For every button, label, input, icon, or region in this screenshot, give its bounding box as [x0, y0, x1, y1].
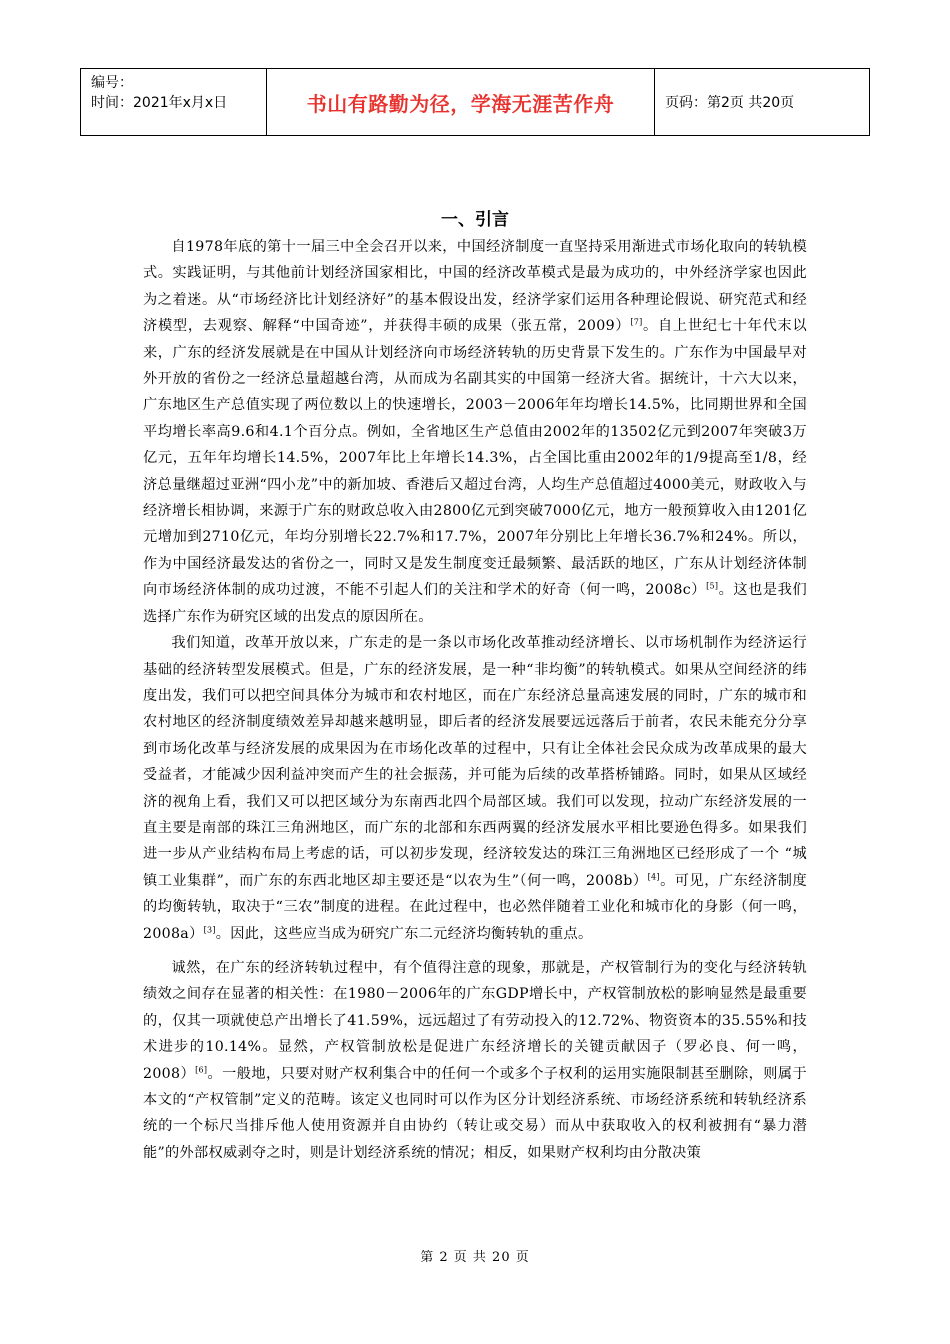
paragraph-text: 。一般地，只要对财产权利集合中的任何一个或多个子权利的运用实施限制甚至删除，则属于本文的“产权管制”定义的范畴。该定义也同时可以作为区分计划经济系统、市场经济系统和转轨经济系统的一个标尺当排斥他人使用资源并自由协约（转让或交易）而从中获取收入的权利被拥有“暴力潜能”的外部权威剥夺之时，则是计划经济系统的情况；相反，如果财产权利均由分散决策 — [143, 1065, 807, 1161]
paragraph-text: 我们知道，改革开放以来，广东走的是一条以市场化改革推动经济增长、以市场机制作为经济运行基础的经济转型发展模式。但是，广东的经济发展，是一种“非均衡”的转轨模式。如果从空间经济的纬度出发，我们可以把空间具体分为城市和农村地区，而在广东经济总量高速发展的同时，广东的城市和农村地区的经济制度绩效差异却越来越明显，即后者的经济发展要远远落后于前者，农民未能充分分享到市场化改革与经济发展的成果因为在市场化改革的过程中，只有让全体社会民众成为改革成果的最大受益者，才能减少因利益冲突而产生的社会振荡，并可能为后续的改革搭桥铺路。同时，如果从区域经济的视角上看，我们又可以把区域分为东南西北四个局部区域。我们可以发现，拉动广东经济发展的一直主要是南部的珠江三角洲地区，而广东的北部和东西两翼的经济发展水平相比要逊色得多。如果我们进一步从产业结构布局上考虑的话，可以初步发现，经济较发达的珠江三角洲地区已经形成了一个 “城镇工业集群”，而广东的东西北地区却主要还是“以农为生”（何一鸣，2008b） — [143, 635, 807, 889]
paragraph-text: 。可见，广东经济制度的均衡转轨，取决于“三农”制度的进程。在此过程中，也必然伴随着工业化和城市化的身影（何一鸣，2008a） — [143, 872, 807, 942]
paragraph-text: 诚然，在广东的经济转轨过程中，有个值得注意的现象，那就是，产权管制行为的变化与经济转轨绩效之间存在显著的相关性：在1980－2006年的广东GDP增长中，产权管制放松的影响显然是最重要的，仅其一项就使总产出增长了41.59%，远远超过了有劳动投入的12.72%、物资资本的35.55%和技术进步的10.14%。显然，产权管制放松是促进广东经济增长的关键贡献因子（罗必良、何一鸣，2008） — [143, 959, 807, 1082]
paragraph-2 — [143, 630, 807, 947]
page-footer: 第 2 页 共 20 页 — [420, 1250, 530, 1265]
paragraph-3 — [143, 955, 807, 1166]
paragraph-text: 。因此，这些应当成为研究广东二元经济均衡转轨的重点。 — [215, 925, 593, 942]
citation-ref: [6] — [195, 1064, 208, 1074]
document-body — [143, 234, 807, 1166]
paragraph-text: 。自上世纪七十年代末以来，广东的经济发展就是在中国从计划经济向市场经济转轨的历史背景下发生的。广东作为中国最早对外开放的省份之一经济总量超越台湾，从而成为名副其实的中国第一经济大省。据统计，十六大以来，广东地区生产总值实现了两位数以上的快速增长，2003－2006年年均增长14.5%，比同期世界和全国平均增长率高9.6和4.1个百分点。例如，全省地区生产总值由2002年的13502亿元到2007年突破3万亿元，五年年均增长14.5%，2007年比上年增长14.3%，占全国比重由2002年的1/9提高至1/8，经济总量继超过亚洲“四小龙”中的新加坡、香港后又超过台湾，人均生产总值超过4000美元，财政收入与经济增长相协调，来源于广东的财政总收入由2800亿元到突破7000亿元，地方一般预算收入由1201亿元增加到2710亿元，年均分别增长22.7%和17.7%，2007年分别比上年增长36.7%和24%。所以，作为中国经济最发达的省份之一，同时又是发生制度变迁最频繁、最活跃的地区，广东从计划经济体制向市场经济体制的成功过渡，不能不引起人们的关注和学术的好奇（何一鸣，2008c） — [143, 318, 807, 599]
citation-ref: [5] — [706, 581, 719, 591]
header-meta — [81, 69, 267, 135]
paragraph-text: 自1978年底的第十一届三中全会召开以来，中国经济制度一直坚持采用渐进式市场化取向的转轨模式。实践证明，与其他前计划经济国家相比，中国的经济改革模式是最为成功的，中外经济学家也因此为之着迷。从“市场经济比计划经济好”的基本假设出发，经济学家们运用各种理论假说、研究范式和经济模型，去观察、解释“中国奇迹”，并获得丰硕的成果（张五常，2009） — [143, 239, 807, 335]
serial-number-label: 编号： — [91, 75, 133, 91]
paragraph-1 — [143, 234, 807, 630]
citation-ref: [7] — [630, 317, 643, 327]
page-header — [80, 68, 870, 136]
paragraph-text: 。这也是我们选择广东作为研究区域的出发点的原因所在。 — [143, 582, 807, 625]
citation-ref: [3] — [203, 924, 216, 934]
header-page-number: 页码：第2页 共20页 — [665, 95, 795, 111]
header-motto: 书山有路勤为径，学海无涯苦作舟 — [267, 69, 655, 135]
date-label: 时间：2021年x月x日 — [91, 95, 228, 111]
section-title: 一、引言 — [441, 210, 509, 230]
citation-ref: [4] — [647, 872, 660, 882]
